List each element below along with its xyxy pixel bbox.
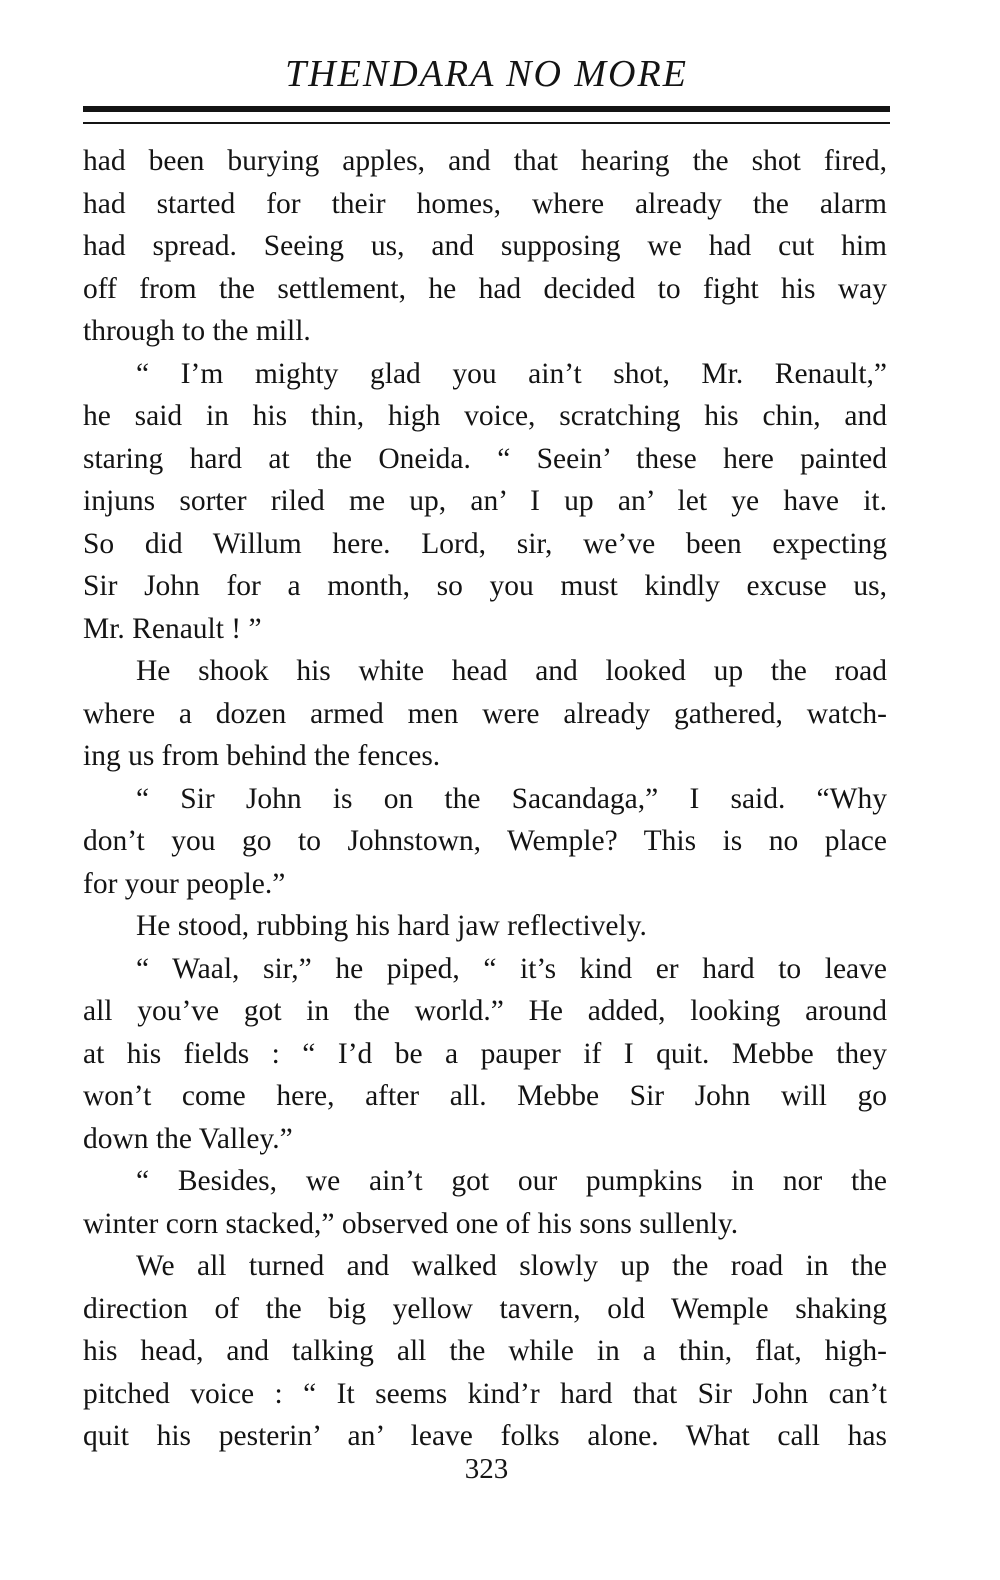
text-line: Sir John for a month, so you must kindly excuse us,: [83, 570, 887, 602]
text-line: don’t you go to Johnstown, Wemple? This is no place: [83, 825, 887, 857]
text-line: Mr. Renault ! ”: [83, 612, 262, 645]
text-line: injuns sorter riled me up, an’ I up an’ let ye have it.: [83, 485, 887, 517]
text-line: He stood, rubbing his hard jaw reflectively.: [136, 910, 647, 942]
text-line: quit his pesterin’ an’ leave folks alone. What call has: [83, 1420, 887, 1452]
text-line: won’t come here, after all. Mebbe Sir John will go: [83, 1080, 887, 1112]
text-line: “ Waal, sir,” he piped, “ it’s kind er hard to leave: [136, 952, 887, 985]
text-line: direction of the big yellow tavern, old Wemple shaking: [83, 1292, 887, 1325]
text-line: “ Besides, we ain’t got our pumpkins in nor the: [136, 1165, 887, 1197]
text-line: “ Sir John is on the Sacandaga,” I said. “Why: [136, 782, 887, 815]
paragraph: [83, 1245, 887, 1458]
body-text: [83, 140, 887, 1458]
text-line: “ I’m mighty glad you ain’t shot, Mr. Renault,”: [136, 357, 887, 390]
text-line: So did Willum here. Lord, sir, we’ve been expecting: [83, 527, 887, 560]
paragraph: [83, 905, 887, 948]
paragraph: [83, 353, 887, 651]
text-line: had started for their homes, where already the alarm: [83, 187, 887, 220]
paragraph: [83, 650, 887, 778]
text-line: pitched voice : “ It seems kind’r hard that Sir John can’t: [83, 1377, 887, 1410]
text-line: We all turned and walked slowly up the road in the: [136, 1250, 887, 1282]
paragraph: [83, 948, 887, 1161]
paragraph: [83, 778, 887, 906]
text-line: he said in his thin, high voice, scratching his chin, and: [83, 400, 887, 432]
text-line: had spread. Seeing us, and supposing we had cut him: [83, 230, 887, 262]
page-number: 323: [464, 1453, 509, 1485]
text-line: at his fields : “ I’d be a pauper if I quit. Mebbe they: [83, 1037, 887, 1070]
text-line: off from the settlement, he had decided to fight his way: [83, 272, 887, 305]
header-rule-thin: [83, 122, 890, 124]
text-line: staring hard at the Oneida. “ Seein’ these here painted: [83, 442, 887, 475]
text-line: ing us from behind the fences.: [83, 740, 441, 772]
text-line: through to the mill.: [83, 315, 311, 347]
text-line: all you’ve got in the world.” He added, looking around: [83, 995, 887, 1027]
header-rule-thick: [83, 106, 890, 112]
text-line: had been burying apples, and that hearing the shot fired,: [83, 145, 887, 177]
text-line: where a dozen armed men were already gathered, watch-: [83, 697, 887, 730]
text-line: his head, and talking all the while in a thin, flat, high-: [83, 1335, 887, 1367]
text-line: He shook his white head and looked up the road: [136, 655, 887, 687]
paragraph: [83, 1160, 887, 1245]
text-line: winter corn stacked,” observed one of his sons sullenly.: [83, 1207, 739, 1240]
text-line: down the Valley.”: [83, 1122, 293, 1155]
running-title: THENDARA NO MORE: [285, 53, 688, 95]
paragraph: [83, 140, 887, 353]
text-line: for your people.”: [83, 867, 286, 900]
